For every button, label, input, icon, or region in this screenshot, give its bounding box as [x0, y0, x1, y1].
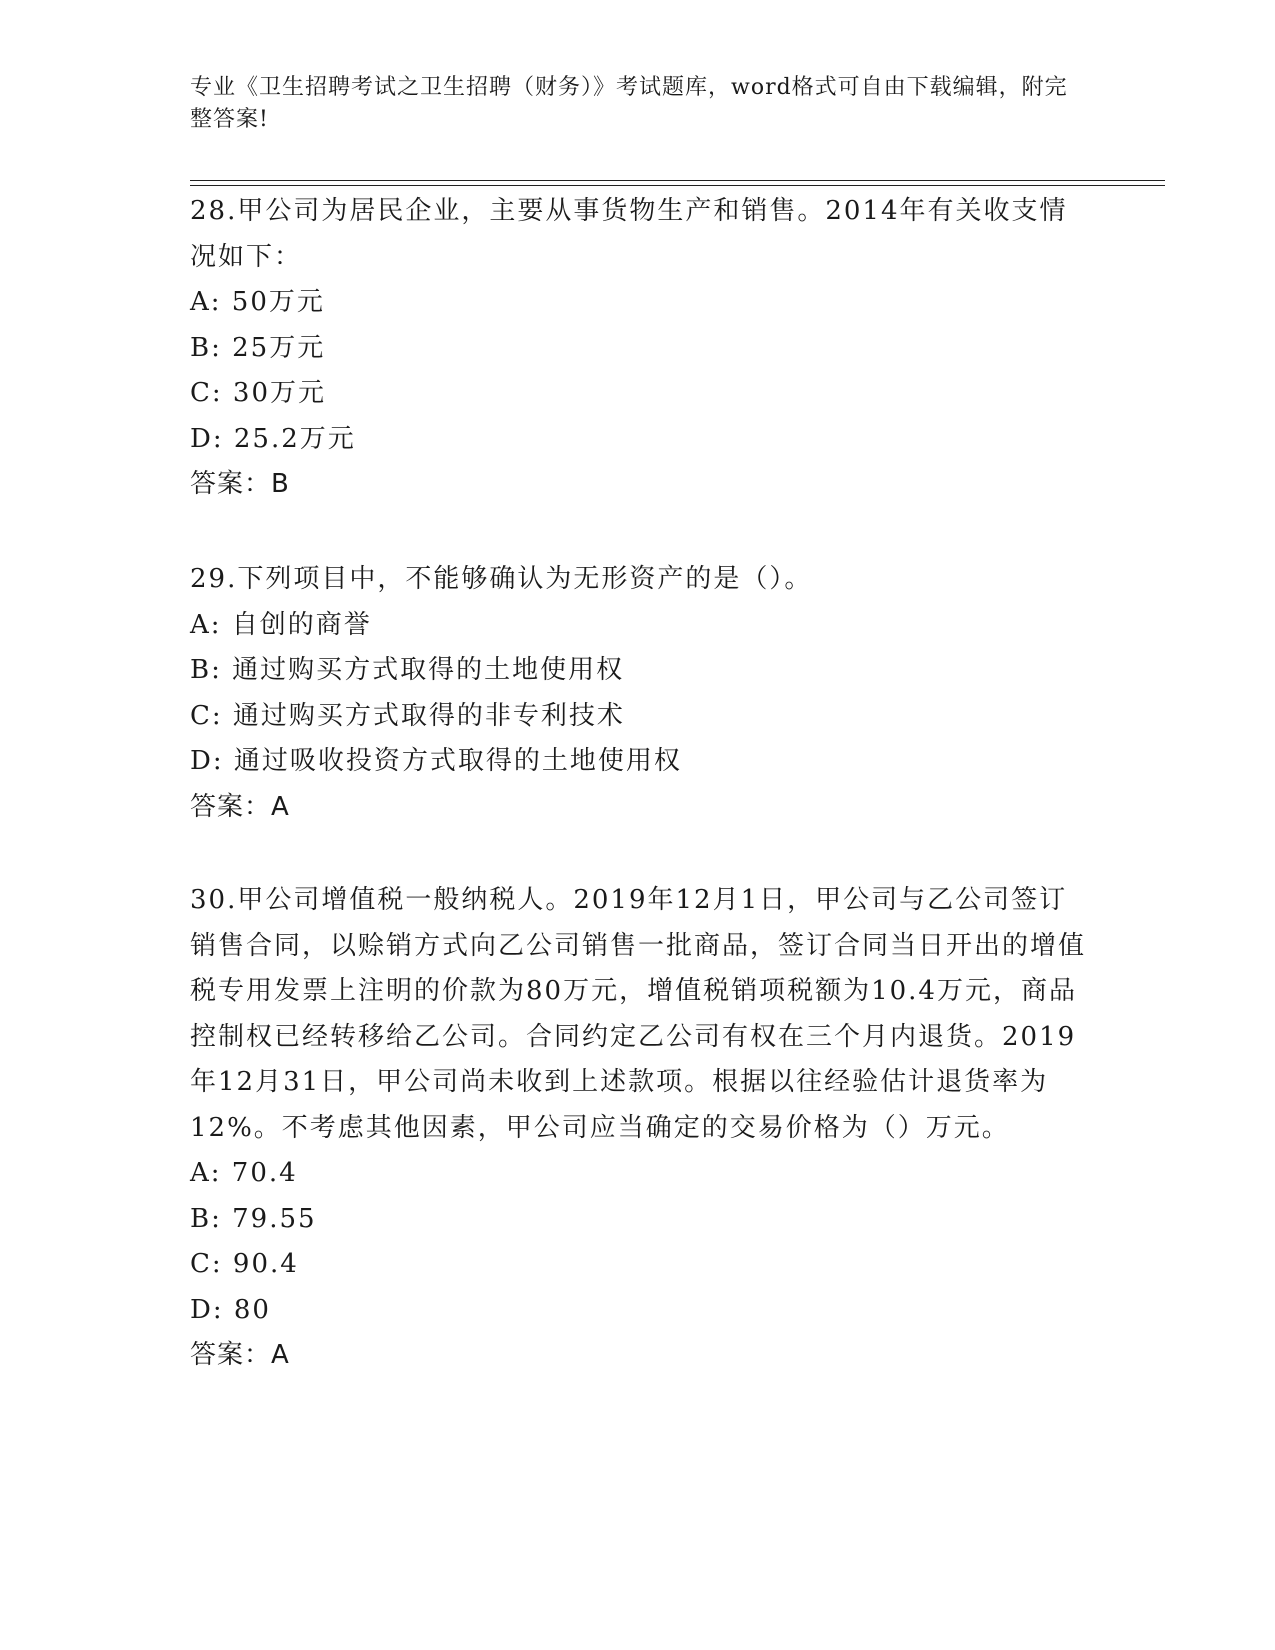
option-c: C: 30万元: [190, 378, 327, 408]
option-a: A: 50万元: [190, 287, 325, 317]
option-c: C: 通过购买方式取得的非专利技术: [190, 700, 625, 731]
header-divider-top: [190, 180, 1165, 181]
answer-line: 答案：B: [190, 469, 290, 499]
option-a: A: 自创的商誉: [190, 609, 372, 640]
option-a: A: 70.4: [190, 1158, 298, 1188]
option-c: C: 90.4: [190, 1249, 299, 1279]
question-29: [190, 557, 1090, 830]
document-header: 专业《卫生招聘考试之卫生招聘（财务）》考试题库，word格式可自由下载编辑，附完整答案!: [190, 75, 1068, 132]
question-30: [190, 878, 1090, 1379]
question-28: [190, 189, 1090, 508]
option-d: D: 25.2万元: [190, 423, 356, 454]
option-d: D: 通过吸收投资方式取得的土地使用权: [190, 746, 682, 776]
header-divider-bottom: [190, 185, 1165, 186]
option-b: B: 通过购买方式取得的土地使用权: [190, 655, 625, 685]
option-d: D: 80: [190, 1294, 271, 1325]
question-stem: 29.下列项目中，不能够确认为无形资产的是（）。: [190, 564, 813, 594]
answer-line: 答案：A: [190, 791, 290, 822]
question-stem: 28.甲公司为居民企业，主要从事货物生产和销售。2014年有关收支情况如下：: [190, 196, 1068, 272]
question-stem: 30.甲公司增值税一般纳税人。2019年12月1日，甲公司与乙公司签订销售合同，以赊销方式向乙公司销售一批商品，签订合同当日开出的增值税专用发票上注明的价款为80万元，增值税销项税额为10.4万元，商品控制权已经转移给乙公司。合同约定乙公司有权在三个月内退货。2019年12月31日，甲公司尚未收到上述款项。根据以往经验估计退货率为12%。不考虑其他因素，甲公司应当确定的交易价格为（）万元。: [190, 885, 1087, 1143]
option-b: B: 25万元: [190, 332, 326, 363]
option-b: B: 79.55: [190, 1203, 317, 1234]
answer-line: 答案：A: [190, 1340, 290, 1370]
